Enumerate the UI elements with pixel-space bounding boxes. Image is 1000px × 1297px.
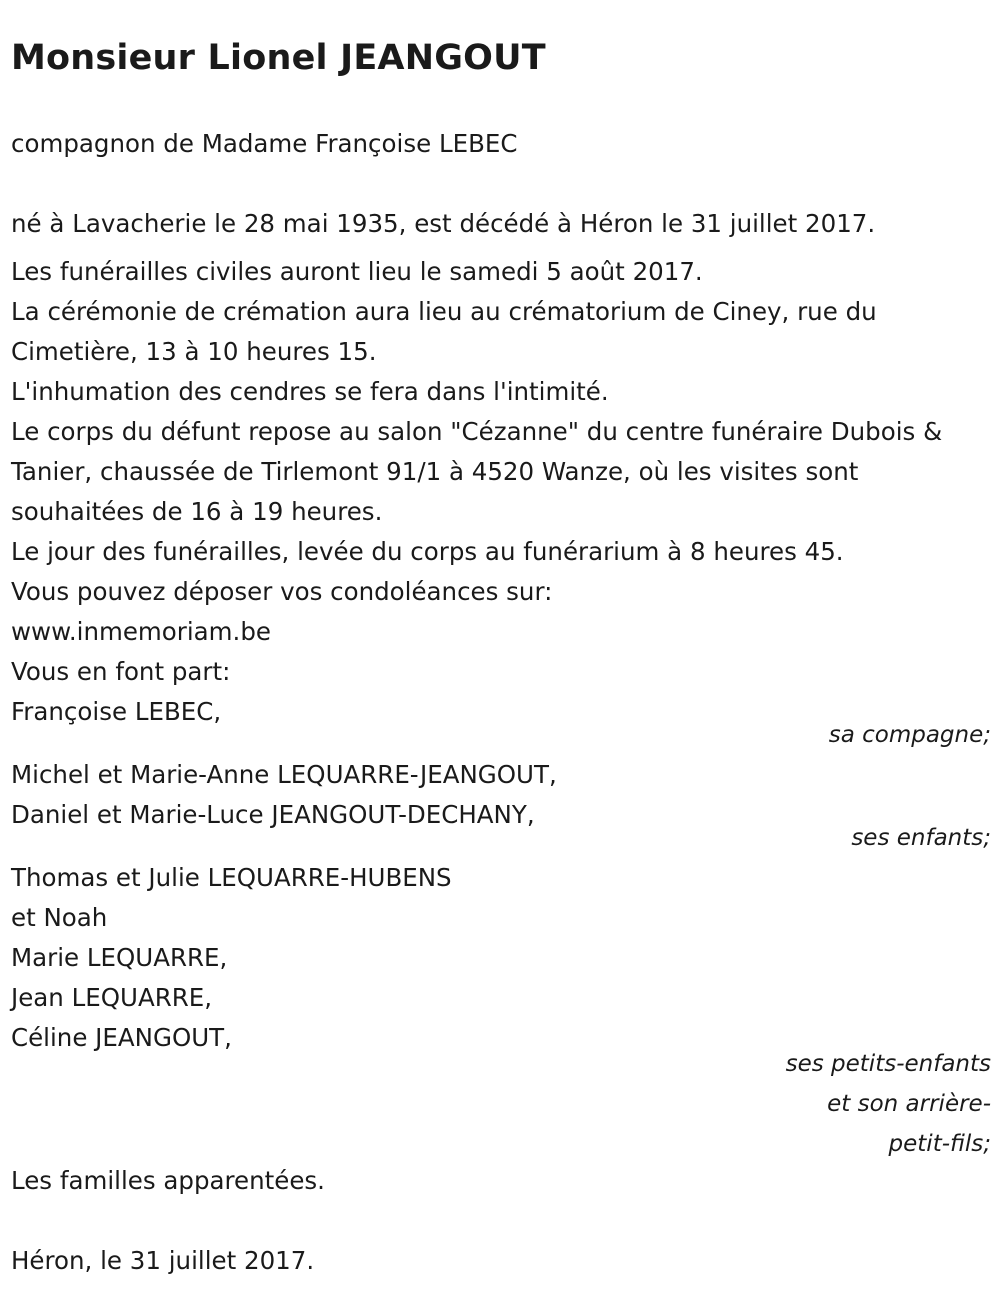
grandchildren-role-line: petit-fils; bbox=[888, 1131, 991, 1157]
visitation-paragraph: Le corps du défunt repose au salon "Cézanne" du centre funéraire Dubois & Tanier, chaussée de Tirlemont 91/1 à 4520 Wanze, où les visites sont souhaitées de 16 à 19 heures. bbox=[11, 417, 943, 526]
partner-name: Françoise LEBEC, bbox=[11, 697, 222, 726]
partner-role-block bbox=[11, 718, 991, 752]
child-name: Michel et Marie-Anne LEQUARRE-JEANGOUT, bbox=[11, 760, 557, 789]
grandchild-name: et Noah bbox=[11, 903, 108, 932]
partner-line-block bbox=[11, 124, 991, 164]
condolences-paragraph: Vous pouvez déposer vos condoléances sur: bbox=[11, 577, 553, 606]
announcement-intro: Vous en font part: bbox=[11, 657, 231, 686]
grandchild-name: Jean LEQUARRE, bbox=[11, 983, 213, 1012]
place-date-block bbox=[11, 1241, 991, 1281]
partner-role: sa compagne; bbox=[828, 722, 991, 748]
place-date-line: Héron, le 31 juillet 2017. bbox=[11, 1246, 315, 1275]
children-role-block bbox=[11, 821, 991, 855]
funeral-details bbox=[11, 252, 991, 732]
grandchildren-role-line: et son arrière- bbox=[827, 1091, 991, 1117]
cremation-paragraph: La cérémonie de crémation aura lieu au crématorium de Ciney, rue du Cimetière, 13 à 10 heures 15. bbox=[11, 297, 877, 366]
closing-line: Les familles apparentées. bbox=[11, 1166, 325, 1195]
grandchild-name: Thomas et Julie LEQUARRE-HUBENS bbox=[11, 863, 452, 892]
grandchildren-role-block bbox=[11, 1044, 991, 1164]
ashes-paragraph: L'inhumation des cendres se fera dans l'intimité. bbox=[11, 377, 609, 406]
funeral-date-paragraph: Les funérailles civiles auront lieu le samedi 5 août 2017. bbox=[11, 257, 703, 286]
closing-block bbox=[11, 1161, 991, 1201]
children-role: ses enfants; bbox=[851, 825, 991, 851]
grandchild-name: Céline JEANGOUT, bbox=[11, 1023, 232, 1052]
condolences-website: www.inmemoriam.be bbox=[11, 617, 271, 646]
birth-death-block bbox=[11, 204, 991, 244]
grandchildren-block bbox=[11, 858, 991, 1058]
procession-paragraph: Le jour des funérailles, levée du corps au funérarium à 8 heures 45. bbox=[11, 537, 844, 566]
child-name: Daniel et Marie-Luce JEANGOUT-DECHANY, bbox=[11, 800, 535, 829]
grandchild-name: Marie LEQUARRE, bbox=[11, 943, 228, 972]
deceased-name-title: Monsieur Lionel JEANGOUT bbox=[11, 38, 546, 78]
partner-line: compagnon de Madame Françoise LEBEC bbox=[11, 129, 518, 158]
grandchildren-role-line: ses petits-enfants bbox=[785, 1051, 991, 1077]
birth-death-line: né à Lavacherie le 28 mai 1935, est décédé à Héron le 31 juillet 2017. bbox=[11, 209, 876, 238]
